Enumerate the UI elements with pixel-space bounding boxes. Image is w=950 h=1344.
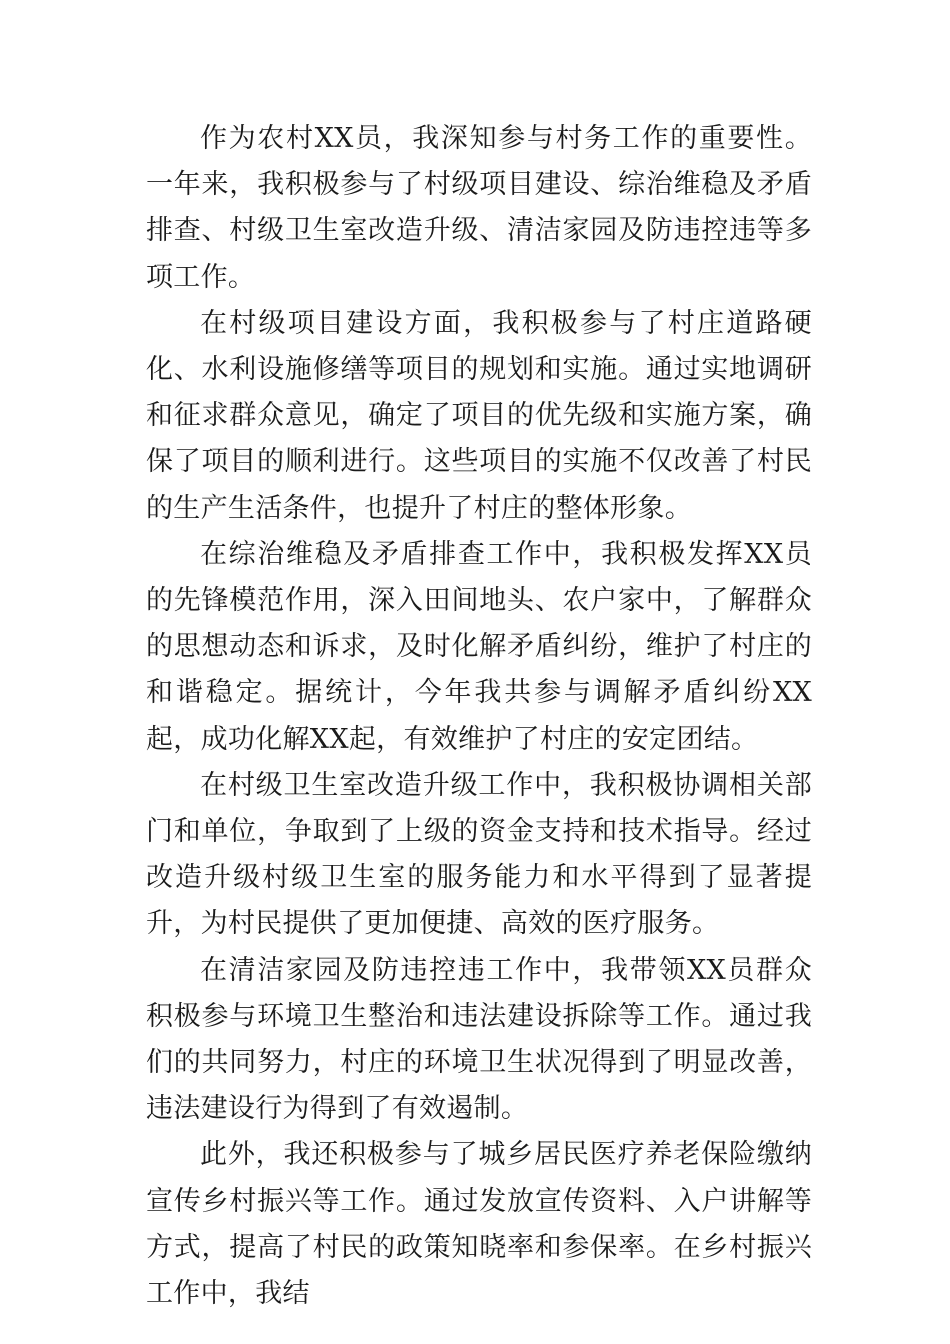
paragraph-clinic-upgrade: 在村级卫生室改造升级工作中，我积极协调相关部门和单位，争取到了上级的资金支持和技术指导。经过改造升级村级卫生室的服务能力和水平得到了显著提升，为村民提供了更加便捷、高效的医疗服务。 xyxy=(146,769,812,940)
paragraph-intro: 作为农村XX员，我深知参与村务工作的重要性。一年来，我积极参与了村级项目建设、综治维稳及矛盾排查、村级卫生室改造升级、清洁家园及防违控违等多项工作。 xyxy=(146,123,812,293)
paragraph-insurance-revitalization: 此外，我还积极参与了城乡居民医疗养老保险缴纳宣传乡村振兴等工作。通过发放宣传资料、入户讲解等方式，提高了村民的政策知晓率和参保率。在乡村振兴工作中，我结 xyxy=(146,1139,812,1310)
paragraph-stability-mediation: 在综治维稳及矛盾排查工作中，我积极发挥XX员的先锋模范作用，深入田间地头、农户家中，了解群众的思想动态和诉求，及时化解矛盾纠纷，维护了村庄的和谐稳定。据统计，今年我共参与调解矛盾纠纷XX起，成功化解XX起，有效维护了村庄的安定团结。 xyxy=(146,538,812,755)
paragraph-clean-homes: 在清洁家园及防违控违工作中，我带领XX员群众积极参与环境卫生整治和违法建设拆除等工作。通过我们的共同努力，村庄的环境卫生状况得到了明显改善，违法建设行为得到了有效遏制。 xyxy=(146,954,812,1125)
document-body xyxy=(146,116,812,1317)
paragraph-project-construction: 在村级项目建设方面，我积极参与了村庄道路硬化、水利设施修缮等项目的规划和实施。通过实地调研和征求群众意见，确定了项目的优先级和实施方案，确保了项目的顺利进行。这些项目的实施不仅改善了村民的生产生活条件，也提升了村庄的整体形象。 xyxy=(146,307,812,524)
